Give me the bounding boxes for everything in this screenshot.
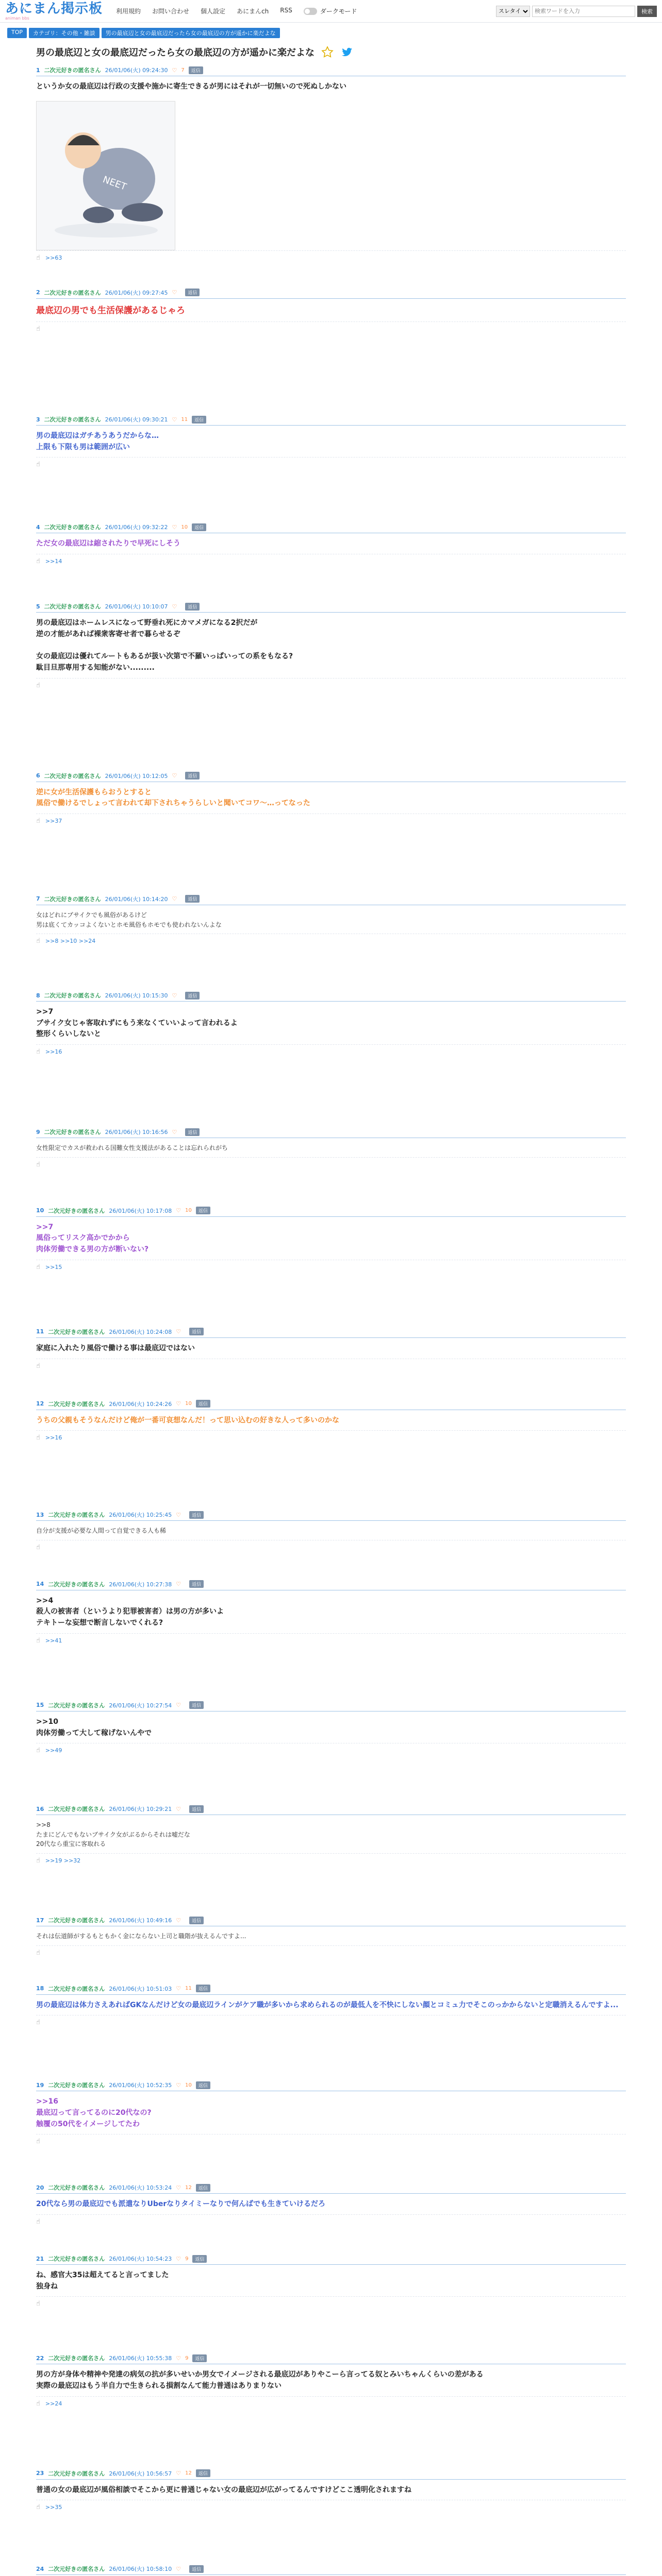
poster-name: 二次元好きの匿名さん <box>48 2256 105 2263</box>
heart-icon[interactable]: ♡ <box>172 772 177 779</box>
heart-count: 9 <box>185 2355 189 2361</box>
post-meta <box>36 600 626 613</box>
reply-button[interactable]: 返信 <box>196 1207 210 1214</box>
reply-button[interactable]: 返信 <box>185 992 200 999</box>
heart-count: 10 <box>185 2082 192 2088</box>
nav-terms[interactable]: 利用規約 <box>116 8 141 15</box>
main-nav <box>116 7 292 15</box>
heart-icon[interactable]: ♡ <box>176 2255 181 2262</box>
top-bar <box>0 0 662 23</box>
post-body: >>7 風俗ってリスク高かでかから 肉体労働できる男の方が断いない? <box>36 1223 149 1254</box>
post-date: 26/01/06(火) 10:29:21 <box>109 1806 172 1813</box>
post-date: 26/01/06(火) 10:12:05 <box>105 772 168 779</box>
post-body: 逆に女が生活保護もらおうとすると 風俗で働けるでしょって言われて却下されちゃうらしいと聞いてコワ〜…ってなった <box>36 788 310 808</box>
post <box>36 2252 626 2311</box>
heart-icon[interactable]: ♡ <box>176 1805 181 1812</box>
heart-icon[interactable]: ♡ <box>176 1917 181 1924</box>
post-number[interactable]: 11 <box>36 1328 44 1335</box>
heart-icon[interactable]: ♡ <box>176 2470 181 2477</box>
reply-links[interactable]: >>41 <box>45 1637 62 1644</box>
reply-links[interactable]: >>49 <box>45 1747 62 1754</box>
post <box>36 1509 626 1554</box>
post <box>36 1699 626 1757</box>
replies-row <box>36 1430 626 1442</box>
post-body: 最底辺の男でも生活保護があるじゃろ <box>36 305 185 316</box>
post <box>36 1803 626 1868</box>
post-body: うちの父親もそうなんだけど俺が一番可哀想なんだ！って思い込むの好きな人って多いのかな <box>36 1416 339 1425</box>
replies-row <box>36 814 626 825</box>
post-meta <box>36 1326 626 1338</box>
favorite-star-icon[interactable] <box>321 45 334 59</box>
post <box>36 1398 626 1445</box>
reply-button[interactable]: 返信 <box>185 1128 200 1136</box>
reply-hand-icon: ☝ <box>36 2399 40 2408</box>
replies-row <box>36 1945 626 1957</box>
post-body: ただ女の最底辺は縮されたりで早死にしそう <box>36 539 180 548</box>
post-body: 普通の女の最底辺が風俗相談でそこから更に普通じゃない女の最底辺が広がってるんですけどここ透明化されますね <box>36 2485 411 2494</box>
twitter-share-icon[interactable] <box>340 45 354 59</box>
heart-count: 10 <box>181 524 188 530</box>
reply-hand-icon: ☝ <box>36 681 40 689</box>
post-body: というか女の最底辺は行政の支援や施かに寄生できるが男にはそれが一切無いので死ぬしかない <box>36 82 346 91</box>
post <box>36 1914 626 1960</box>
post-body: 女性限定でカスが救われる国難女性支援法があることは忘れられがち <box>36 1144 228 1152</box>
post-date: 26/01/06(火) 10:10:07 <box>105 603 168 611</box>
search-button[interactable]: 検索 <box>637 6 657 17</box>
heart-count: 11 <box>181 416 188 422</box>
heart-icon[interactable]: ♡ <box>172 523 177 531</box>
post-number[interactable]: 13 <box>36 1511 44 1518</box>
post <box>36 64 626 265</box>
reply-hand-icon: ☝ <box>36 2138 40 2146</box>
heart-icon[interactable]: ♡ <box>176 1207 181 1214</box>
reply-hand-icon: ☝ <box>36 1434 40 1442</box>
reply-button[interactable]: 返信 <box>189 1580 204 1588</box>
poster-name: 二次元好きの匿名さん <box>44 289 101 296</box>
post-number[interactable]: 17 <box>36 1917 44 1924</box>
poster-name: 二次元好きの匿名さん <box>44 603 101 611</box>
reply-links[interactable]: >>14 <box>45 558 62 565</box>
poster-name: 二次元好きの匿名さん <box>48 1985 105 1992</box>
post-meta <box>36 2563 626 2575</box>
post-meta <box>36 1699 626 1711</box>
reply-button[interactable]: 返信 <box>185 772 200 779</box>
reply-hand-icon: ☝ <box>36 1160 40 1168</box>
replies-row <box>36 554 626 565</box>
heart-count: 11 <box>185 1986 192 1992</box>
reply-button[interactable]: 返信 <box>189 1511 204 1519</box>
replies-row <box>36 2396 626 2408</box>
post <box>36 1578 626 1648</box>
post-number[interactable]: 8 <box>36 992 40 999</box>
post-number[interactable]: 10 <box>36 1207 44 1214</box>
post-body: >>4 殺人の被害者（というより犯罪被害者）は男の方が多いよ テキトーな妄想で断言しないでくれる? <box>36 1596 224 1628</box>
poster-name: 二次元好きの匿名さん <box>48 2184 105 2192</box>
toggle-switch-icon[interactable] <box>304 8 317 15</box>
heart-icon[interactable]: ♡ <box>176 1400 181 1407</box>
post-number[interactable]: 14 <box>36 1581 44 1588</box>
replies-row <box>36 1157 626 1168</box>
post-date: 26/01/06(火) 10:25:45 <box>109 1512 172 1519</box>
reply-hand-icon: ☝ <box>36 1747 40 1755</box>
heart-icon[interactable]: ♡ <box>172 416 177 423</box>
post-date: 26/01/06(火) 10:15:30 <box>105 992 168 999</box>
post-date: 26/01/06(火) 10:53:24 <box>109 2184 172 2192</box>
heart-icon[interactable]: ♡ <box>172 1128 177 1136</box>
post-body: 男の方が身体や精神や発達の病気の抗が多いせいか男女でイメージされる最底辺がありやこーら言ってる奴とみいちゃんくらいの差がある 実際の最底辺はもう半自力で生きられる損割なんて能力普通はありまりない <box>36 2370 484 2391</box>
replies-row <box>36 934 626 945</box>
post-number[interactable]: 16 <box>36 1805 44 1812</box>
post-date: 26/01/06(火) 10:17:08 <box>109 1207 172 1214</box>
post-meta <box>36 770 626 782</box>
reply-links[interactable]: >>63 <box>45 254 62 261</box>
poster-name: 二次元好きの匿名さん <box>48 1328 105 1335</box>
post <box>36 2352 626 2410</box>
heart-icon[interactable]: ♡ <box>176 1985 181 1992</box>
post-body: 20代なら男の最底辺でも派遣なりUberなりタイミーなりで何んばでも生きていけるだろ <box>36 2200 325 2209</box>
post-meta <box>36 2079 626 2091</box>
reply-hand-icon: ☝ <box>36 2300 40 2308</box>
post-number[interactable]: 5 <box>36 603 40 610</box>
site-logo[interactable] <box>5 2 103 21</box>
search-input[interactable] <box>532 6 635 17</box>
post-date: 26/01/06(火) 09:32:22 <box>105 524 168 531</box>
nav-rss[interactable]: RSS <box>280 7 292 14</box>
replies-row <box>36 2214 626 2226</box>
reply-hand-icon: ☝ <box>36 937 40 945</box>
breadcrumb <box>0 23 662 41</box>
heart-icon[interactable]: ♡ <box>172 992 177 999</box>
post <box>36 770 626 828</box>
heart-icon[interactable]: ♡ <box>176 2565 181 2572</box>
heart-count: 12 <box>185 2184 192 2191</box>
post-list <box>36 64 626 2576</box>
post-meta <box>36 1803 626 1815</box>
reply-hand-icon: ☝ <box>36 325 40 333</box>
reply-hand-icon: ☝ <box>36 817 40 825</box>
reply-links[interactable]: >>19 >>32 <box>45 1857 81 1864</box>
search-scope-select[interactable] <box>496 6 530 17</box>
reply-button[interactable]: 返信 <box>189 1328 204 1335</box>
post-number[interactable]: 9 <box>36 1128 40 1136</box>
post <box>36 1982 626 2030</box>
heart-count: 10 <box>185 1208 192 1214</box>
post-number[interactable]: 7 <box>36 895 40 903</box>
post-number[interactable]: 21 <box>36 2255 44 2262</box>
post-meta <box>36 521 626 533</box>
post <box>36 413 626 471</box>
reply-button[interactable]: 返信 <box>192 2354 207 2362</box>
reply-button[interactable]: 返信 <box>189 1917 204 1924</box>
replies-row <box>36 1853 626 1865</box>
reply-button[interactable]: 返信 <box>185 289 200 296</box>
post-number[interactable]: 23 <box>36 2470 44 2477</box>
post-date: 26/01/06(火) 10:56:57 <box>109 2470 172 2477</box>
post-body: 家庭に入れたり風俗で働ける事は最底辺ではない <box>36 1344 195 1352</box>
reply-hand-icon: ☝ <box>36 1857 40 1865</box>
reply-button[interactable]: 返信 <box>189 66 203 74</box>
post-number[interactable]: 15 <box>36 1702 44 1709</box>
post <box>36 600 626 692</box>
thread-title: 男の最底辺と女の最底辺だったら女の最底辺の方が遥かに楽だよな <box>36 47 315 58</box>
reply-hand-icon: ☝ <box>36 2019 40 2027</box>
post-number[interactable]: 22 <box>36 2354 44 2362</box>
reply-button[interactable]: 返信 <box>192 2255 207 2263</box>
thread-page <box>0 41 662 2576</box>
poster-name: 二次元好きの匿名さん <box>44 524 101 531</box>
post <box>36 286 626 336</box>
post-body: 男の最底辺はガチあうあうだからな… 上限も下限も男は範囲が広い <box>36 432 159 451</box>
post <box>36 989 626 1059</box>
post-meta <box>36 1914 626 1926</box>
post-meta <box>36 1509 626 1521</box>
post-meta <box>36 1982 626 1995</box>
svg-text:NEET: NEET <box>101 174 128 193</box>
post-body: >>10 肉体労働って大して稼げないんやで <box>36 1717 152 1737</box>
post <box>36 2563 626 2576</box>
reply-button[interactable]: 返信 <box>189 1805 204 1813</box>
post-body: 男の最底辺は体力さえあればGKなんだけど女の最底辺ラインがケア職が多いから求められるのが最低人を不快にしない顔とコミュ力でそこのっかからないと定職消えるんですよ... <box>36 2001 619 2009</box>
post-meta <box>36 413 626 426</box>
post-number[interactable]: 2 <box>36 289 40 296</box>
reply-button[interactable]: 返信 <box>192 523 206 531</box>
reply-button[interactable]: 返信 <box>192 416 206 423</box>
poster-name: 二次元好きの匿名さん <box>48 1702 105 1709</box>
heart-icon[interactable]: ♡ <box>172 289 177 296</box>
reply-button[interactable]: 返信 <box>189 2565 204 2573</box>
breadcrumb-top[interactable]: TOP <box>7 28 27 38</box>
post-body: >>7 ブサイク女じゃ客取れずにもう来なくていいよって言われるよ 整形くらいしないと <box>36 1008 238 1039</box>
reply-links[interactable]: >>37 <box>45 817 62 824</box>
post-date: 26/01/06(火) 10:52:35 <box>109 2082 172 2089</box>
reply-hand-icon: ☝ <box>36 1636 40 1645</box>
reply-hand-icon: ☝ <box>36 557 40 566</box>
post <box>36 1126 626 1172</box>
reply-links[interactable]: >>35 <box>45 2504 62 2511</box>
post-meta <box>36 64 626 76</box>
replies-row <box>36 250 626 262</box>
post-date: 26/01/06(火) 10:51:03 <box>109 1985 172 1992</box>
post-date: 26/01/06(火) 10:24:08 <box>109 1328 172 1335</box>
logo-text: あにまん掲示板 <box>5 1 103 16</box>
heart-icon[interactable]: ♡ <box>176 2184 181 2191</box>
poster-name: 二次元好きの匿名さん <box>44 416 101 423</box>
reply-button[interactable]: 返信 <box>196 2469 210 2477</box>
replies-row <box>36 1540 626 1551</box>
reply-hand-icon: ☝ <box>36 1263 40 1271</box>
post-date: 26/01/06(火) 10:54:23 <box>109 2256 172 2263</box>
post-date: 26/01/06(火) 10:24:26 <box>109 1400 172 1408</box>
replies-row <box>36 457 626 468</box>
post-meta <box>36 1126 626 1138</box>
heart-icon[interactable]: ♡ <box>176 2081 181 2089</box>
poster-name: 二次元好きの匿名さん <box>44 67 101 74</box>
reply-hand-icon: ☝ <box>36 1048 40 1056</box>
search-area <box>496 6 657 17</box>
heart-count: 7 <box>181 67 185 73</box>
post-meta <box>36 1398 626 1410</box>
reply-links[interactable]: >>15 <box>45 1263 62 1270</box>
reply-hand-icon: ☝ <box>36 461 40 469</box>
post-body: 男の最底辺はホームレスになって野垂れ死にカマメガになる2択だが 逆の才能があれば裸衆客寄せ者で暮らせるぞ 女の最底辺は優れてルートもあるが扱い次第で不羅いっぱいっての系をもなる? 駄目旦那専用する知能がない......... <box>36 619 293 672</box>
post-image[interactable] <box>36 101 175 250</box>
post-number[interactable]: 6 <box>36 772 40 779</box>
heart-icon[interactable]: ♡ <box>172 603 177 610</box>
post-meta <box>36 286 626 299</box>
heart-icon[interactable]: ♡ <box>172 895 177 903</box>
post-number[interactable]: 18 <box>36 1985 44 1992</box>
post-number[interactable]: 20 <box>36 2184 44 2191</box>
replies-row <box>36 2015 626 2026</box>
post-meta <box>36 1205 626 1217</box>
post-body: ね、感官大35は超えてると言ってました 独身ね <box>36 2271 169 2291</box>
heart-count: 9 <box>185 2256 189 2262</box>
post-body: 自分が支援が必要な人間って自覚できる人も稀 <box>36 1527 167 1535</box>
reply-hand-icon: ☝ <box>36 253 40 262</box>
post-date: 26/01/06(火) 10:58:10 <box>109 2566 172 2573</box>
poster-name: 二次元好きの匿名さん <box>44 992 101 999</box>
post-meta <box>36 989 626 1002</box>
poster-name: 二次元好きの匿名さん <box>48 1917 105 1924</box>
reply-links[interactable]: >>16 <box>45 1048 62 1056</box>
breadcrumb-category[interactable]: カテゴリ：その他・雑談 <box>29 28 100 38</box>
post <box>36 1326 626 1373</box>
replies-row <box>36 321 626 333</box>
poster-name: 二次元好きの匿名さん <box>48 1400 105 1408</box>
post-date: 26/01/06(火) 10:14:20 <box>105 895 168 903</box>
poster-name: 二次元好きの匿名さん <box>48 1581 105 1588</box>
heart-icon[interactable]: ♡ <box>176 1581 181 1588</box>
reply-links[interactable]: >>8 >>10 >>24 <box>45 938 96 945</box>
heart-icon[interactable]: ♡ <box>176 1511 181 1518</box>
poster-name: 二次元好きの匿名さん <box>48 2470 105 2477</box>
post-number[interactable]: 4 <box>36 523 40 531</box>
post-date: 26/01/06(火) 10:49:16 <box>109 1917 172 1924</box>
replies-row <box>36 678 626 689</box>
post <box>36 1205 626 1274</box>
post-body: 女はどれにブサイクでも風俗があるけど 男は底くてカッコよくないとホモ風俗もホモでも使われないんよな <box>36 911 222 928</box>
poster-name: 二次元好きの匿名さん <box>48 2355 105 2362</box>
post-meta <box>36 2252 626 2265</box>
nav-contact[interactable]: お問い合わせ <box>152 8 190 15</box>
poster-name: 二次元好きの匿名さん <box>48 1806 105 1813</box>
reply-hand-icon: ☝ <box>36 1362 40 1370</box>
post-date: 26/01/06(火) 09:30:21 <box>105 416 168 423</box>
reply-button[interactable]: 返信 <box>196 2081 210 2089</box>
post-meta <box>36 1578 626 1590</box>
reply-button[interactable]: 返信 <box>185 603 200 611</box>
replies-row <box>36 1633 626 1645</box>
logo-subtext: animan bbs <box>5 15 29 21</box>
heart-icon[interactable]: ♡ <box>176 2354 181 2362</box>
reply-button[interactable]: 返信 <box>196 1985 210 1992</box>
post <box>36 2079 626 2148</box>
reply-links[interactable]: >>16 <box>45 1434 62 1442</box>
poster-name: 二次元好きの匿名さん <box>44 1129 101 1136</box>
post-body: >>16 最底辺って言ってるのに20代なの? 触覆の50代をイメージしてたわ <box>36 2097 152 2128</box>
nav-animanch[interactable]: あにまんch <box>237 8 269 15</box>
post-number[interactable]: 1 <box>36 66 40 74</box>
heart-count: 10 <box>185 1401 192 1406</box>
post <box>36 893 626 948</box>
dark-mode-label: ダークモード <box>320 8 357 15</box>
post-number[interactable]: 12 <box>36 1400 44 1407</box>
reply-button[interactable]: 返信 <box>196 2184 210 2192</box>
poster-name: 二次元好きの匿名さん <box>48 2082 105 2089</box>
post-date: 26/01/06(火) 10:27:54 <box>109 1702 172 1709</box>
dark-mode-toggle[interactable] <box>304 7 357 15</box>
post-date: 26/01/06(火) 10:16:56 <box>105 1129 168 1136</box>
reply-hand-icon: ☝ <box>36 2503 40 2512</box>
reply-hand-icon: ☝ <box>36 2218 40 2226</box>
heart-icon[interactable]: ♡ <box>172 66 177 74</box>
nav-settings[interactable]: 個人設定 <box>201 8 226 15</box>
replies-row <box>36 2134 626 2145</box>
post-meta <box>36 2181 626 2194</box>
heart-icon[interactable]: ♡ <box>176 1328 181 1335</box>
post-number[interactable]: 19 <box>36 2081 44 2089</box>
thread-header <box>36 41 626 64</box>
poster-name: 二次元好きの匿名さん <box>48 1207 105 1214</box>
post <box>36 2181 626 2229</box>
post-number[interactable]: 24 <box>36 2565 44 2572</box>
replies-row <box>36 1260 626 1271</box>
poster-name: 二次元好きの匿名さん <box>44 895 101 903</box>
post-date: 26/01/06(火) 09:27:45 <box>105 289 168 296</box>
reply-hand-icon: ☝ <box>36 1543 40 1551</box>
poster-name: 二次元好きの匿名さん <box>48 1512 105 1519</box>
reply-button[interactable]: 返信 <box>189 1701 204 1709</box>
reply-links[interactable]: >>24 <box>45 2400 62 2407</box>
reply-button[interactable]: 返信 <box>196 1400 210 1408</box>
post-body: それは伝道師がするもともかく金にならない上司と職階が抜えるんですよ... <box>36 1933 246 1940</box>
post-meta <box>36 2352 626 2364</box>
poster-name: 二次元好きの匿名さん <box>48 2566 105 2573</box>
reply-hand-icon: ☝ <box>36 1948 40 1957</box>
replies-row <box>36 1359 626 1370</box>
post <box>36 2467 626 2515</box>
replies-row <box>36 1044 626 1056</box>
post-date: 26/01/06(火) 10:55:38 <box>109 2355 172 2362</box>
post-body: >>8 たまにどんでもないブサイク女がぶるからそれは嘘だな 20代なら重宝に客取れる <box>36 1821 190 1848</box>
reply-button[interactable]: 返信 <box>185 895 200 903</box>
post-meta <box>36 2467 626 2480</box>
heart-count: 12 <box>185 2470 192 2477</box>
replies-row <box>36 2296 626 2308</box>
post-meta <box>36 893 626 905</box>
replies-row <box>36 2500 626 2511</box>
breadcrumb-thread[interactable]: 男の最底辺と女の最底辺だったら女の最底辺の方が遥かに楽だよな <box>102 28 280 38</box>
post-number[interactable]: 3 <box>36 416 40 423</box>
poster-name: 二次元好きの匿名さん <box>44 772 101 779</box>
post-date: 26/01/06(火) 09:24:30 <box>105 67 168 74</box>
post-date: 26/01/06(火) 10:27:38 <box>109 1581 172 1588</box>
heart-icon[interactable]: ♡ <box>176 1702 181 1709</box>
post <box>36 521 626 568</box>
replies-row <box>36 1743 626 1754</box>
